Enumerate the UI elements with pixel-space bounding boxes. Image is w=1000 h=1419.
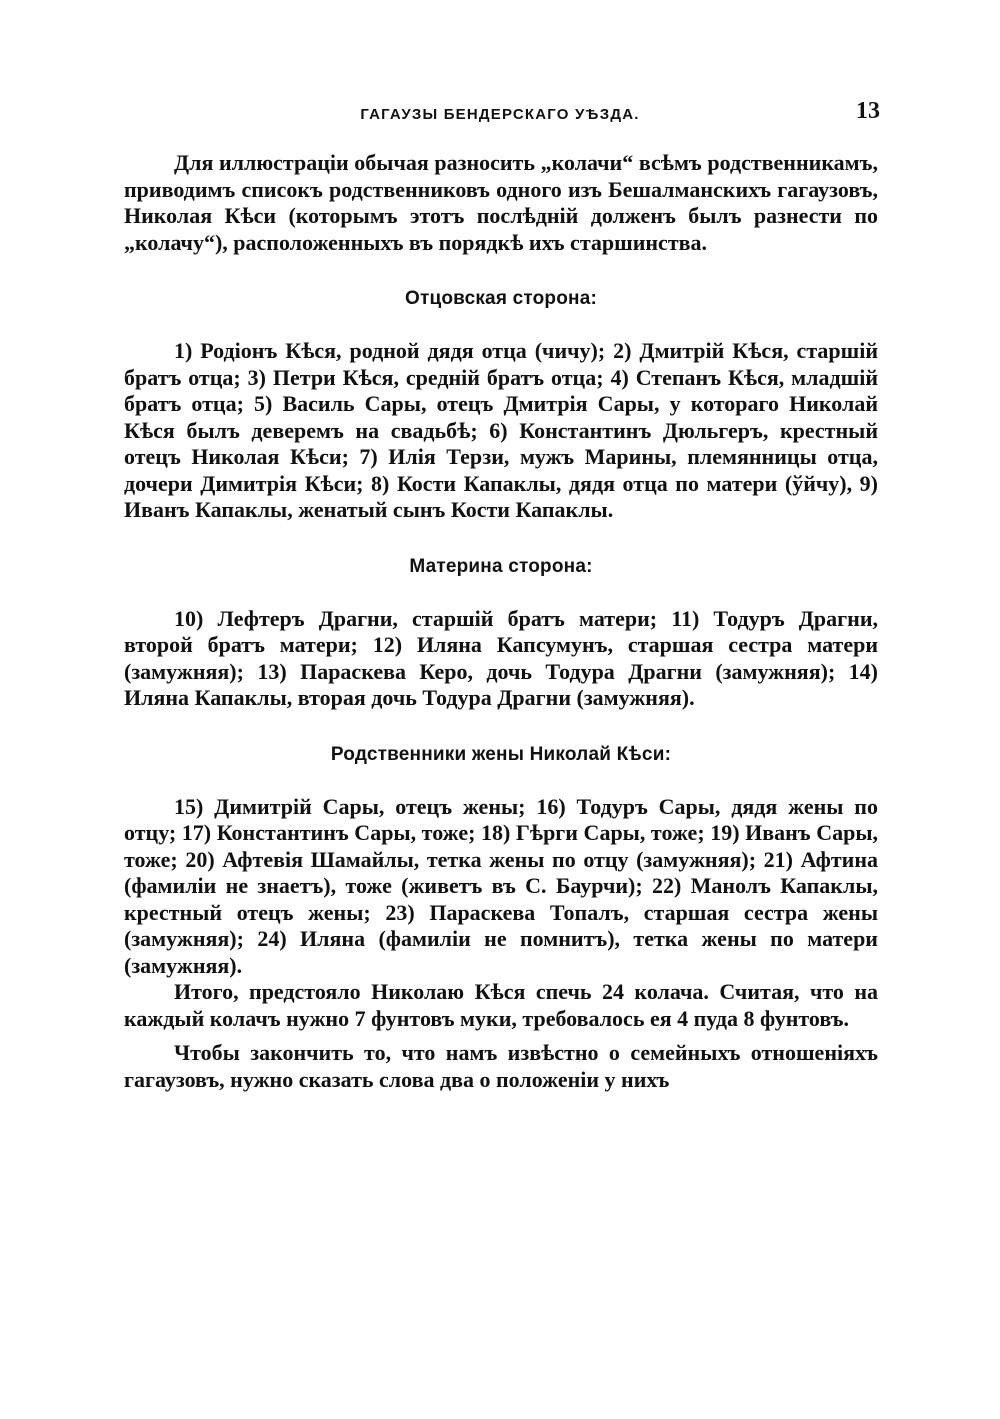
page-number: 13 <box>856 98 880 124</box>
closing-paragraph-family-relations: Чтобы закончить то, что намъ извѣстно о семейныхъ отношеніяхъ гагаузовъ, нужно сказать слова два о положеніи у нихъ <box>124 1040 878 1092</box>
running-head: ГАГАУЗЫ БЕНДЕРСКАГО УѢЗДА. <box>360 106 640 123</box>
closing-paragraph-total: Итого, предстояло Николаю Кѣся спечь 24 колача. Считая, что на каждый колачъ нужно 7 фунтовъ муки, требовалось ея 4 пуда 8 фунтовъ. <box>124 979 878 1031</box>
intro-paragraph: Для иллюстраціи обычая разносить „колачи“ всѣмъ родственникамъ, приводимъ списокъ родственниковъ одного изъ Бешалманскихъ гагаузовъ, Николая Кѣси (которымъ этотъ послѣдній долженъ былъ разнести по „колачу“), расположенныхъ въ порядкѣ ихъ старшинства. <box>124 150 878 255</box>
section-text-wife-relatives: 15) Димитрій Сары, отецъ жены; 16) Тодуръ Сары, дядя жены по отцу; 17) Константинъ Сары, тоже; 18) Гѣрги Сары, тоже; 19) Иванъ Сары, тоже; 20) Афтевія Шамайлы, тетка жены по отцу (замужняя); 21) Афтина (фамиліи не знаетъ), тоже (живетъ въ С. Баурчи); 22) Манолъ Капаклы, крестный отецъ жены; 23) Параскева Топалъ, старшая сестра жены (замужняя); 24) Иляна (фамиліи не помнитъ), тетка жены по матери (замужняя). <box>124 793 878 978</box>
section-heading-wife-relatives: Родственники жены Николай Кѣси: <box>330 743 672 765</box>
page-body <box>124 150 878 1093</box>
section-text-paternal: 1) Родіонъ Кѣся, родной дядя отца (чичу); 2) Дмитрій Кѣся, старшій братъ отца; 3) Петри Кѣся, средній братъ отца; 4) Степанъ Кѣся, младшій братъ отца; 5) Василь Сары, отецъ Дмитрія Сары, у котораго Николай Кѣся былъ деверемъ на свадьбѣ; 6) Константинъ Дюльгеръ, крестный отецъ Николая Кѣси; 7) Илія Терзи, мужъ Марины, племянницы отца, дочери Димитрія Кѣси; 8) Кости Капаклы, дядя отца по матери (ўйчу), 9) Иванъ Капаклы, женатый сынъ Кости Капаклы. <box>124 338 878 522</box>
section-text-maternal: 10) Лефтеръ Драгни, старшій братъ матери; 11) Тодуръ Драгни, второй братъ матери; 12) Иляна Капсумунъ, старшая сестра матери (замужняя); 13) Параскева Керо, дочь Тодура Драгни (замужняя); 14) Иляна Капаклы, вторая дочь Тодура Драгни (замужняя). <box>124 605 878 710</box>
page-header <box>120 96 880 136</box>
section-heading-paternal: Отцовская сторона: <box>405 288 597 309</box>
section-heading-maternal: Материна сторона: <box>409 555 593 577</box>
